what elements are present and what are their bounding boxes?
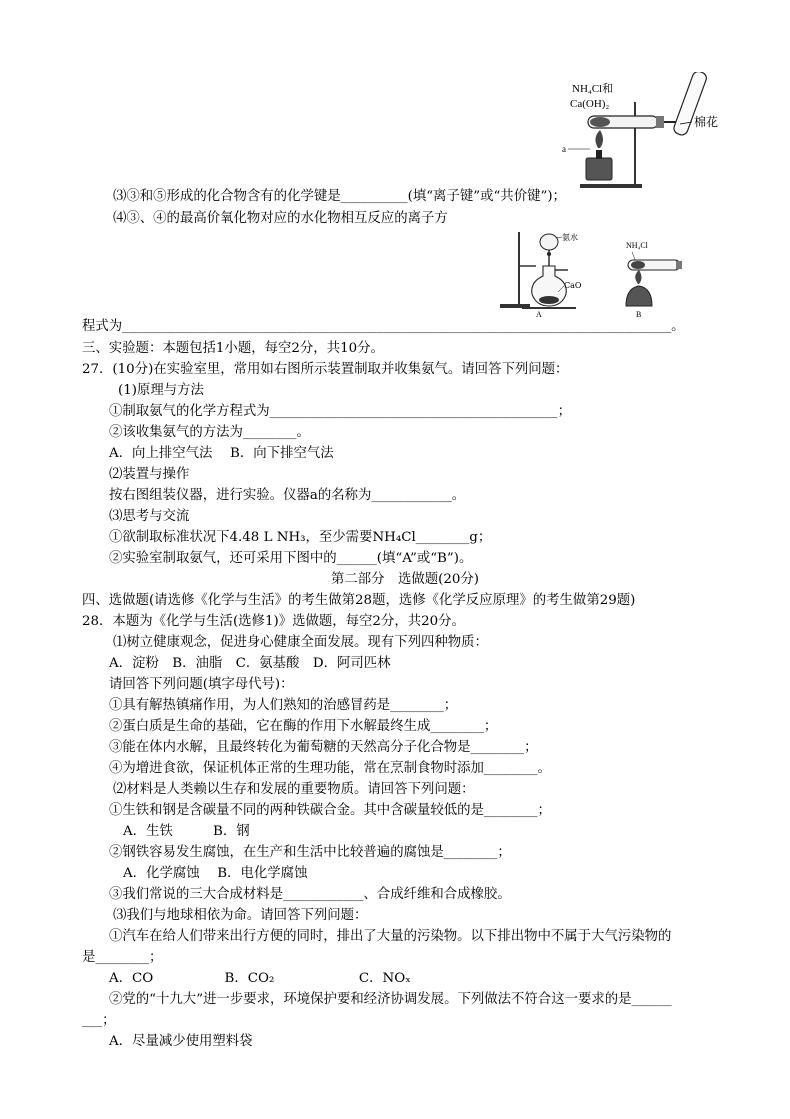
question-line: ⑴树立健康观念，促进身心健康全面发展。现有下列四种物质： <box>113 635 488 650</box>
cao-label: CaO <box>564 281 582 290</box>
stand-rod <box>634 102 636 186</box>
question-line: 请回答下列问题(填字母代号)： <box>109 677 294 692</box>
stopper <box>656 116 664 128</box>
question-line: 28．本题为《化学与生活(选修1)》选做题，每空2分，共20分。 <box>82 614 465 629</box>
question-line: ⑵装置与操作 <box>109 467 190 482</box>
section-heading: 三、实验题：本题包括1小题，每空2分，共10分。 <box>82 341 384 356</box>
question-line: ②实验室制取氨气，还可采用下图中的______(填“A”或“B”)。 <box>109 551 473 566</box>
option-line: A．淀粉 B．油脂 C．氨基酸 D．阿司匹林 <box>109 656 391 671</box>
separatory-funnel <box>540 234 558 250</box>
reagent-label: NH₄Cl和 <box>572 83 614 95</box>
stopper <box>676 261 682 269</box>
reagent-solid <box>590 117 610 127</box>
question-line: 是________； <box>82 950 163 965</box>
nh4cl-solid <box>631 261 645 269</box>
cao-solid <box>539 296 559 304</box>
caption-b: B <box>636 310 642 318</box>
reagent-label: Ca(OH)₂ <box>570 98 610 110</box>
question-line: ⑶我们与地球相依为命。请回答下列问题： <box>113 908 368 923</box>
question-line: ①生铁和钢是含碳量不同的两种铁碳合金。其中含碳量较低的是________； <box>109 803 551 818</box>
question-line: ①汽车在给人们带来出行方便的同时，排出了大量的污染物。以下排出物中不属于大气污染物的 <box>109 929 672 944</box>
option-line: A．化学腐蚀 B．电化学腐蚀 <box>123 866 308 881</box>
question-line: ①制取氨气的化学方程式为___________________________________________； <box>109 404 571 419</box>
caption-a: A <box>536 310 542 318</box>
section-heading: 四、选做题(请选修《化学与生活》的考生做第28题，选修《化学反应原理》的考生做第29题) <box>82 593 636 608</box>
stand-rod <box>518 232 520 306</box>
question-line: ⑷③、④的最高价氧化物对应的水化物相互反应的离子方 <box>113 211 448 226</box>
question-line: ③能在体内水解，且最终转化为葡萄糖的天然高分子化合物是________； <box>109 740 538 755</box>
alcohol-lamp <box>586 158 612 180</box>
option-line: A．CO B．CO₂ C．NOₓ <box>109 971 411 986</box>
question-line: 程式为__________________________________________________________________________________。 <box>82 319 685 334</box>
ring-support <box>522 307 576 309</box>
question-line: ___； <box>82 1013 116 1028</box>
part-heading: 第二部分 选做题(20分) <box>331 572 480 587</box>
question-line: ⑶思考与交流 <box>109 509 190 524</box>
ammonia-preparation-figure <box>560 72 728 190</box>
option-line: A．尽量减少使用塑料袋 <box>109 1034 253 1049</box>
stopcock <box>547 252 551 256</box>
question-line: 按右图组装仪器，进行实验。仪器a的名称为____________。 <box>109 488 466 503</box>
cotton-label: 棉花 <box>694 115 719 129</box>
question-line: ⑵材料是人类赖以生存和发展的重要物质。请回答下列问题： <box>113 782 475 797</box>
question-line: ①具有解热镇痛作用，为人们熟知的治感冒药是________； <box>109 698 458 713</box>
question-line: 27．(10分)在实验室里，常用如右图所示装置制取并收集氨气。请回答下列问题： <box>82 362 569 377</box>
stand-base <box>580 184 642 188</box>
ammonia-water-label: 氨水 <box>562 233 578 242</box>
nh4cl-label: NH₄Cl <box>626 241 648 250</box>
option-line: A．向上排空气法 B．向下排空气法 <box>109 446 334 461</box>
flame <box>635 270 641 284</box>
apparatus-label-a: a <box>562 144 566 154</box>
alcohol-lamp <box>626 286 652 306</box>
flame <box>595 130 603 148</box>
option-line: A．生铁 B．钢 <box>123 824 250 839</box>
question-line: ②钢铁容易发生腐蚀，在生产和生活中比较普遍的腐蚀是________； <box>109 845 511 860</box>
question-line: ①欲制取标准状况下4.48 L NH₃，至少需要NH₄Cl________g； <box>109 530 492 545</box>
question-line: ②党的“十九大”进一步要求，环境保护要和经济协调发展。下列做法不符合这一要求的是______ <box>109 992 672 1007</box>
question-line: ②蛋白质是生命的基础，它在酶的作用下水解最终生成________； <box>109 719 498 734</box>
lamp-wick <box>596 150 602 159</box>
question-line: ③我们常说的三大合成材料是____________、合成纤维和合成橡胶。 <box>109 887 511 902</box>
question-line: ④为增进食欲，保证机体正常的生理功能，常在烹制食物时添加________。 <box>109 761 551 776</box>
alternative-apparatus-figure <box>492 226 692 318</box>
question-line: ②该收集氨气的方法为________。 <box>109 425 310 440</box>
question-line: (1)原理与方法 <box>118 383 204 398</box>
question-line: ⑶③和⑤形成的化合物含有的化学键是__________(填“离子键”或“共价键”)； <box>113 189 566 204</box>
